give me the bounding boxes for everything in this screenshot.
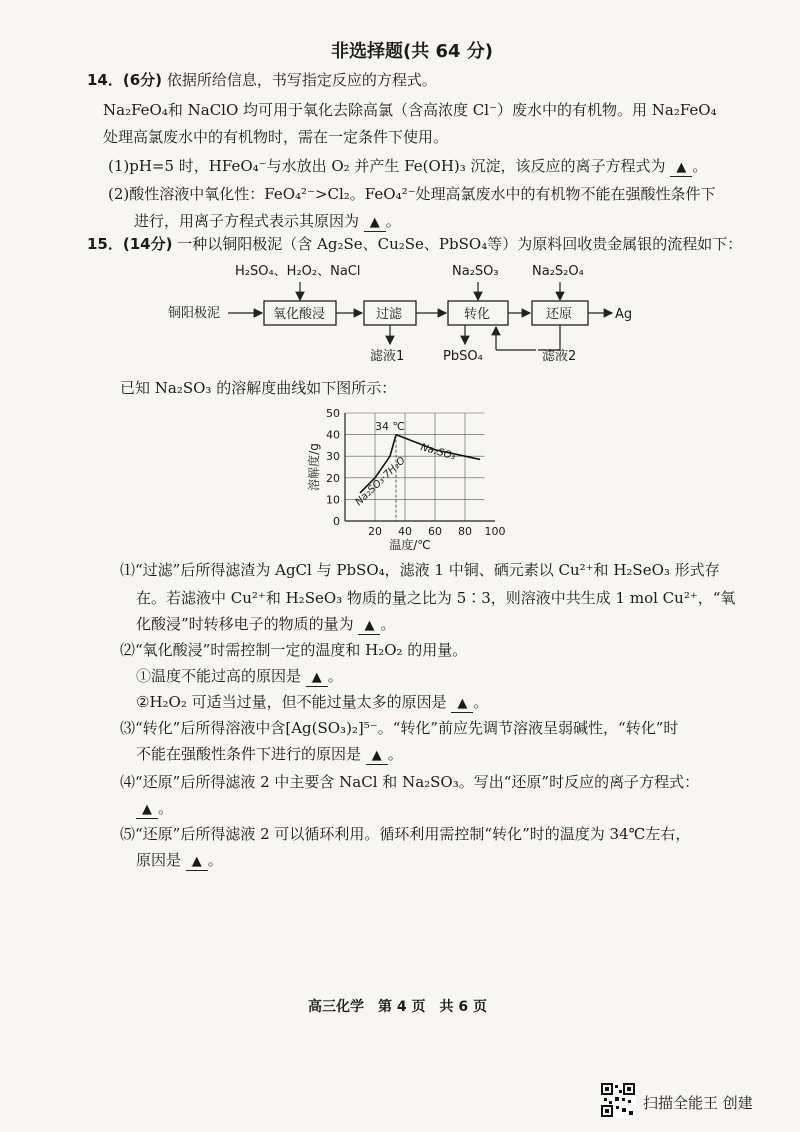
answer-blank[interactable]: ▲ <box>364 215 386 232</box>
x-tick-label: 20 <box>368 525 382 538</box>
q15-heading <box>87 234 742 254</box>
y-tick-label: 20 <box>326 471 340 485</box>
q14-part1-text: (1)pH=5 时，HFeO₄⁻与水放出 O₂ 并产生 Fe(OH)₃ 沉淀，该反应的离子方程式为 <box>108 157 666 175</box>
q14-intro-line2: 处理高氯废水中的有机物时，需在一定条件下使用。 <box>103 128 449 146</box>
q15-p4-line1: ⑷“还原”后所得滤液 2 中主要含 NaCl 和 Na₂SO₃。写出“还原”时反应的离子方程式： <box>120 773 700 791</box>
q15-p1-text: 化酸浸”时转移电子的物质的量为 <box>136 615 354 633</box>
period: 。 <box>327 667 343 685</box>
q15-p4-line2 <box>136 798 173 819</box>
answer-blank[interactable]: ▲ <box>306 670 328 687</box>
y-tick-label: 0 <box>333 515 340 528</box>
known-statement: 已知 Na₂SO₃ 的溶解度曲线如下图所示： <box>120 379 397 397</box>
answer-blank[interactable]: ▲ <box>366 748 388 765</box>
series-label: Na₂SO₃ <box>419 442 457 463</box>
qr-code-icon <box>600 1082 636 1118</box>
q14-number: 14．(6分) <box>87 71 163 89</box>
x-tick-label: 80 <box>458 525 472 538</box>
q14-intro-line1: Na₂FeO₄和 NaClO 均可用于氧化去除高氯（含高浓度 Cl⁻）废水中的有机物。用 Na₂FeO₄ <box>103 101 717 119</box>
answer-blank[interactable]: ▲ <box>136 802 158 819</box>
q15-p2-a <box>136 666 343 687</box>
period: 。 <box>158 799 174 817</box>
q14-part1 <box>108 156 707 177</box>
q15-p5-line2 <box>136 850 223 871</box>
q15-instruction: 一种以铜阳极泥（含 Ag₂Se、Cu₂Se、PbSO₄等）为原料回收贵金属银的流程如下： <box>177 235 743 253</box>
flow-reagents-1: H₂SO₄、H₂O₂、NaCl <box>235 264 361 279</box>
flow-step-1: 氧化酸浸 <box>273 307 326 322</box>
y-tick-label: 30 <box>326 450 340 464</box>
x-tick-label: 100 <box>484 525 506 538</box>
q14-heading <box>87 70 437 90</box>
answer-blank[interactable]: ▲ <box>670 160 692 177</box>
y-tick-label: 40 <box>326 428 340 442</box>
q15-p1-line2: 在。若滤液中 Cu²⁺和 H₂SeO₃ 物质的量之比为 5∶3，则溶液中共生成 1 mol Cu²⁺，“氧 <box>136 589 736 607</box>
period: 。 <box>385 212 401 230</box>
q14-part2-line1: (2)酸性溶液中氧化性：FeO₄²⁻>Cl₂。FeO₄²⁻处理高氯废水中的有机物不能在强酸性条件下 <box>108 185 716 203</box>
q15-p3-text: 不能在强酸性条件下进行的原因是 <box>136 745 362 763</box>
q15-p1-line3 <box>136 614 395 635</box>
period: 。 <box>692 157 708 175</box>
answer-blank[interactable]: ▲ <box>186 854 208 871</box>
q15-p3-line1: ⑶“转化”后所得溶液中含[Ag(SO₃)₂]⁵⁻。“转化”前应先调节溶液呈弱碱性，“转化”时 <box>120 719 679 737</box>
q15-p5-text: 原因是 <box>136 851 182 869</box>
flow-step-3: 转化 <box>464 307 491 322</box>
q15-number: 15．(14分) <box>87 235 173 253</box>
flow-reagents-2: Na₂SO₃ <box>452 264 499 279</box>
q15-p1-line1: ⑴“过滤”后所得滤渣为 AgCl 与 PbSO₄，滤液 1 中铜、硒元素以 Cu²⁺和 H₂SeO₃ 形式存 <box>120 561 720 579</box>
flow-arrow <box>538 325 560 350</box>
x-axis-label: 温度/℃ <box>389 538 431 552</box>
q15-p2-line1: ⑵“氧化酸浸”时需控制一定的温度和 H₂O₂ 的用量。 <box>120 641 468 659</box>
period: 。 <box>207 851 223 869</box>
page-footer: 高三化学 第 4 页 共 6 页 <box>308 999 487 1015</box>
flow-output-1: 滤液1 <box>370 349 405 364</box>
process-flow-diagram <box>160 258 660 368</box>
q15-p3-line2 <box>136 744 403 765</box>
y-tick-label: 50 <box>326 407 340 420</box>
q14-part2-text: 进行，用离子方程式表示其原因为 <box>134 212 360 230</box>
period: 。 <box>380 615 396 633</box>
flow-output-2: PbSO₄ <box>443 349 483 364</box>
period: 。 <box>473 693 489 711</box>
series-label: Na₂SO₃·7H₂O <box>353 455 408 509</box>
solubility-chart <box>300 405 530 553</box>
q14-instruction: 依据所给信息，书写指定反应的方程式。 <box>166 71 437 89</box>
q15-p2-a-text: ①温度不能过高的原因是 <box>136 667 302 685</box>
y-axis-label: 溶解度/g <box>307 443 321 491</box>
section-title: 非选择题(共 64 分) <box>331 41 494 62</box>
q15-p2-b-text: ②H₂O₂ 可适当过量，但不能过量太多的原因是 <box>136 693 447 711</box>
flow-reagents-3: Na₂S₂O₄ <box>532 264 584 279</box>
y-tick-label: 10 <box>326 493 340 507</box>
flow-step-2: 过滤 <box>376 307 403 322</box>
q14-part2-line2 <box>134 211 401 232</box>
annotation-34c: 34 ℃ <box>375 419 405 433</box>
q15-p2-b <box>136 692 488 713</box>
flow-step-4: 还原 <box>546 307 573 322</box>
x-tick-label: 60 <box>428 525 442 538</box>
flow-product: Ag <box>615 307 633 322</box>
q15-p5-line1: ⑸“还原”后所得滤液 2 可以循环利用。循环利用需控制“转化”时的温度为 34℃左右， <box>120 825 691 843</box>
scanner-watermark: 扫描全能王 创建 <box>643 1094 753 1112</box>
flow-output-3: 滤液2 <box>542 349 577 364</box>
flow-start: 铜阳极泥 <box>168 306 221 321</box>
answer-blank[interactable]: ▲ <box>358 618 380 635</box>
x-tick-label: 40 <box>398 525 412 538</box>
period: 。 <box>387 745 403 763</box>
answer-blank[interactable]: ▲ <box>451 696 473 713</box>
